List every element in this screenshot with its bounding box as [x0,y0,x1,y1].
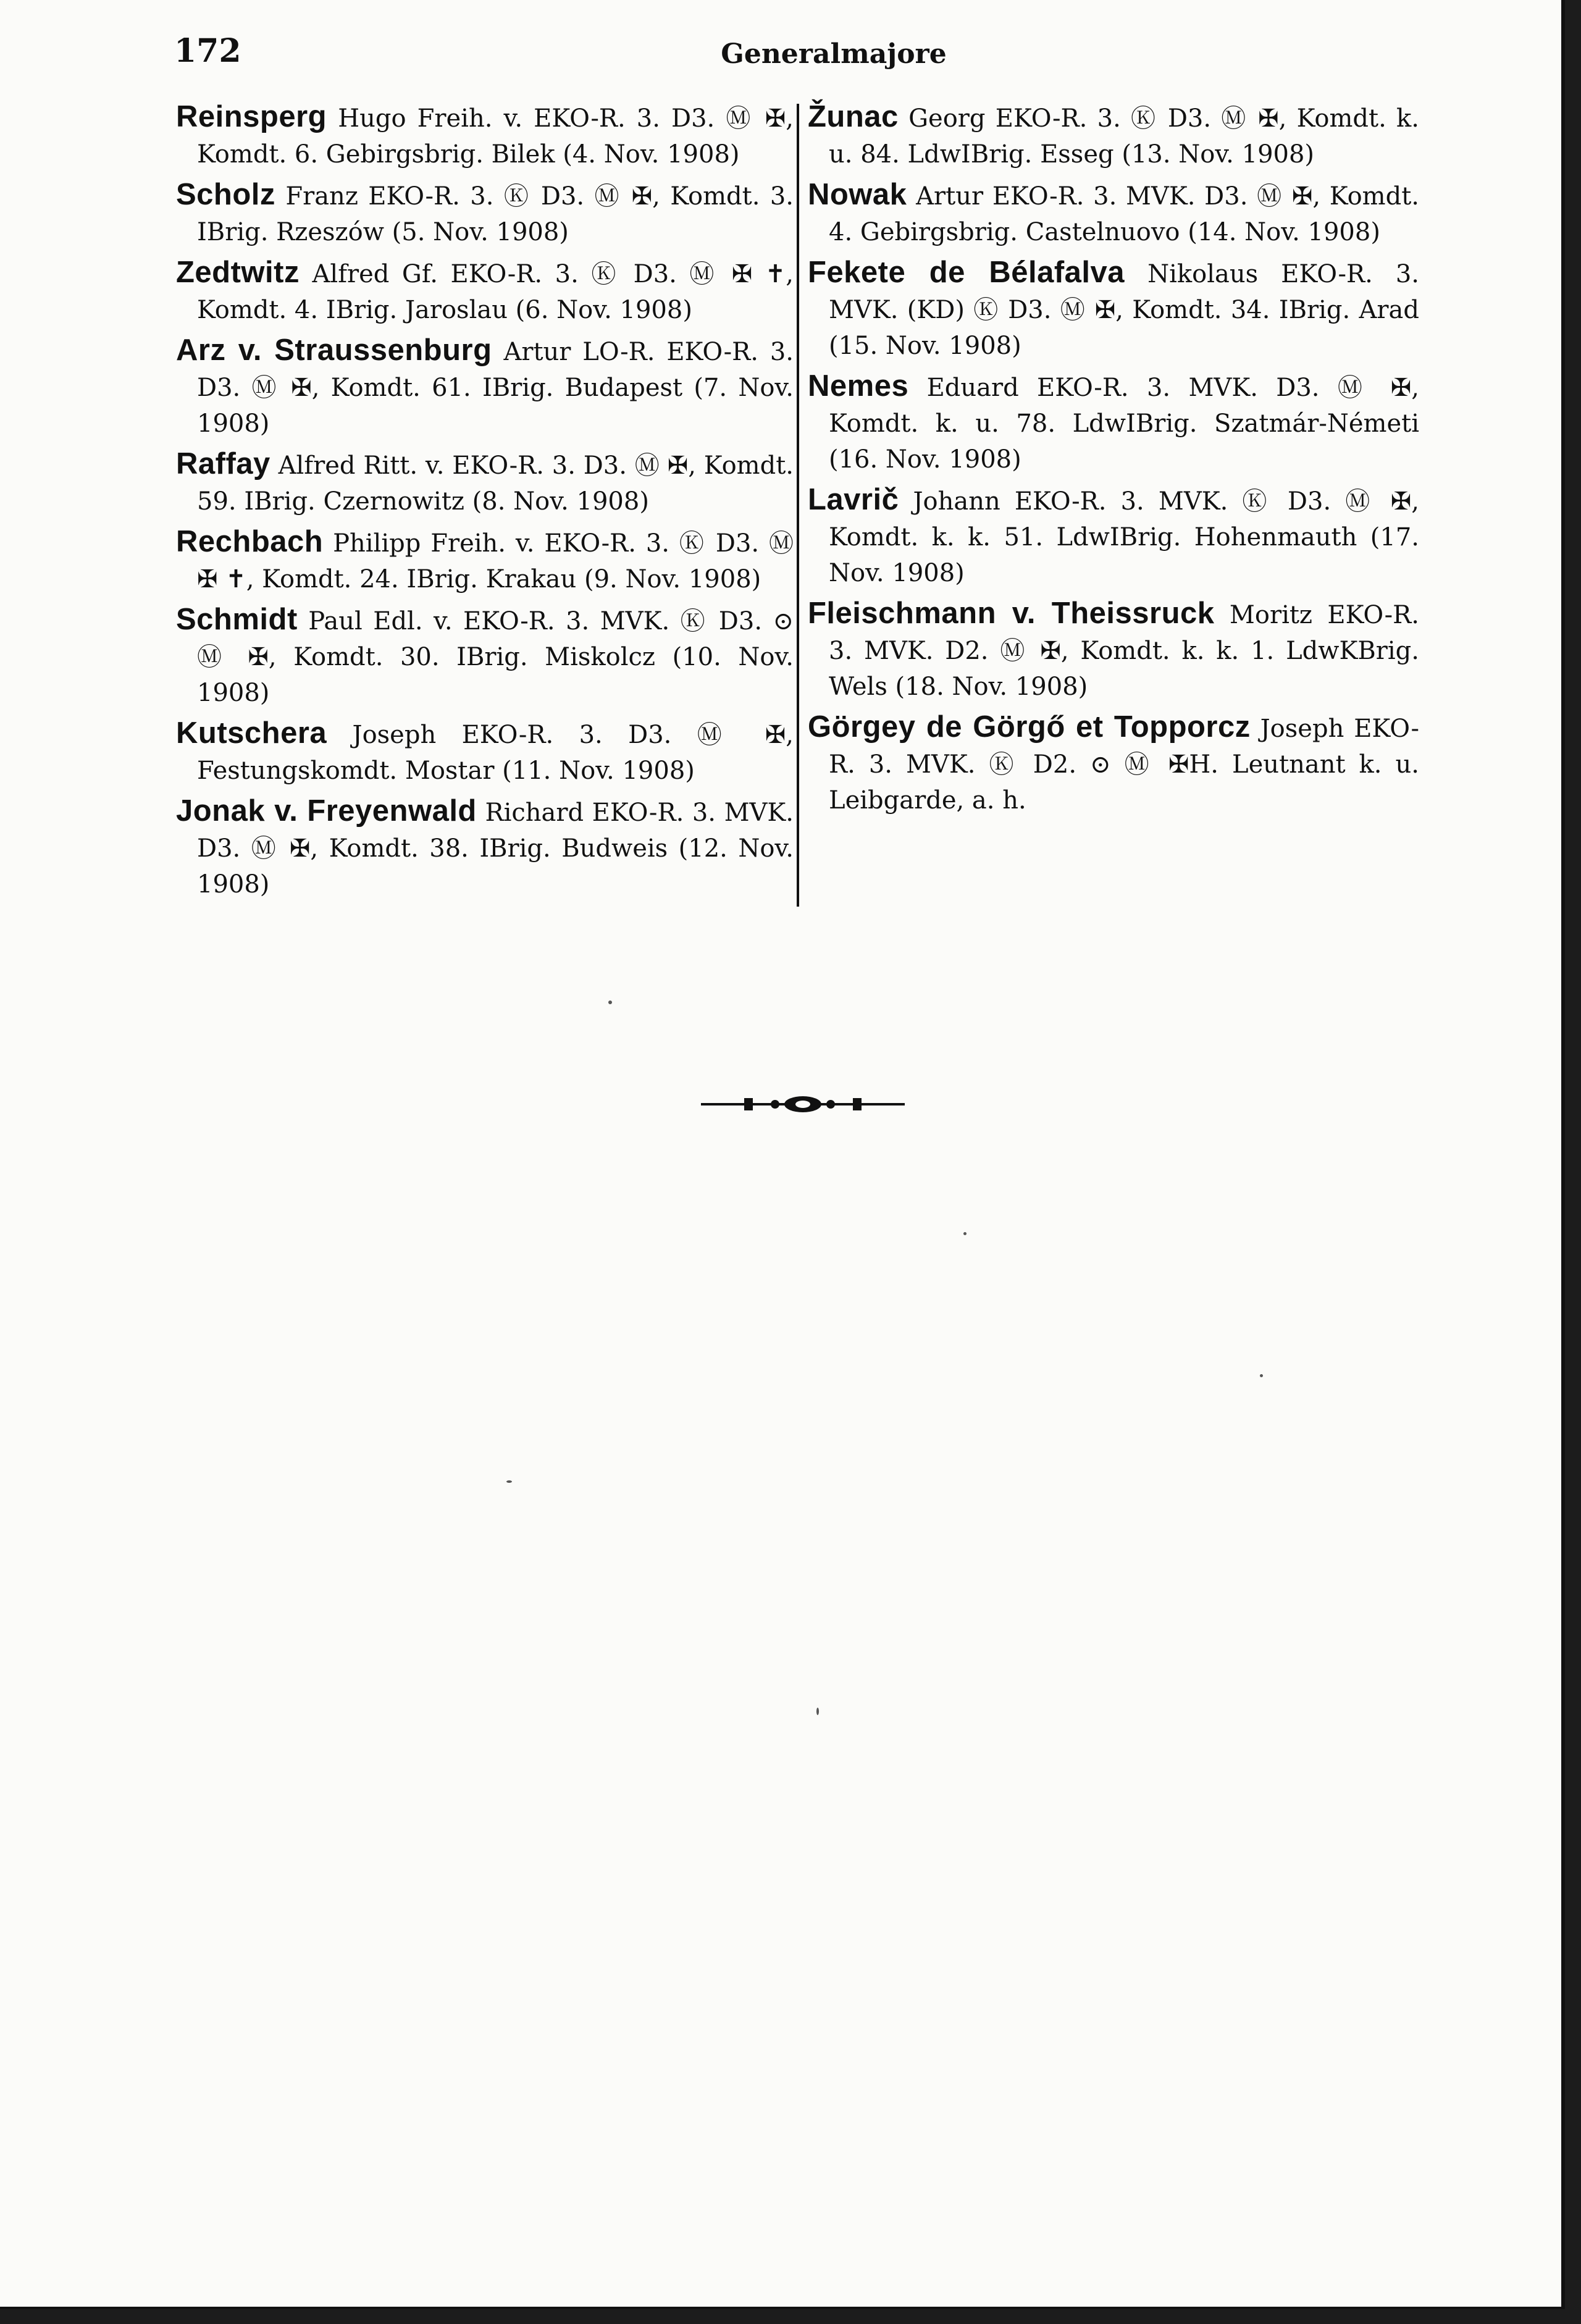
column-divider [797,104,799,907]
right-column [808,99,1419,823]
entry-name: Reinsperg [176,100,327,133]
entry-details: Eduard EKO-R. 3. MVK. D3. Ⓜ ✠, Komdt. k. u. 78. LdwIBrig. Szatmár-Németi (16. Nov. 1908) [829,374,1419,474]
list-item [176,524,794,597]
list-item [808,177,1419,250]
list-item [808,709,1419,818]
list-item [808,482,1419,591]
entry-details: Franz EKO-R. 3. Ⓚ D3. Ⓜ ✠, Komdt. 3. IBrig. Rzeszów (5. Nov. 1908) [197,182,794,246]
list-item [808,595,1419,705]
entry-name: Arz v. Straussenburg [176,333,492,367]
entry-name: Nemes [808,369,909,403]
end-ornament-icon [701,1093,905,1115]
entry-details: Philipp Freih. v. EKO-R. 3. Ⓚ D3. Ⓜ ✠ ✝, Komdt. 24. IBrig. Krakau (9. Nov. 1908) [197,529,794,594]
paper-speck [963,1232,967,1235]
entry-name: Jonak v. Freyenwald [176,794,477,828]
list-item [176,715,794,789]
list-item [808,368,1419,477]
entry-details: Artur EKO-R. 3. MVK. D3. Ⓜ ✠, Komdt. 4. Gebirgsbrig. Castelnuovo (14. Nov. 1908) [829,182,1419,246]
entry-details: Paul Edl. v. EKO-R. 3. MVK. Ⓚ D3. ⊙ Ⓜ ✠, Komdt. 30. IBrig. Miskolcz (10. Nov. 1908) [197,607,794,707]
entry-details: Richard EKO-R. 3. MVK. D3. Ⓜ ✠, Komdt. 38. IBrig. Budweis (12. Nov. 1908) [197,799,794,899]
list-item [176,793,794,902]
entry-details: Moritz EKO-R. 3. MVK. D2. Ⓜ ✠, Komdt. k. k. 1. LdwKBrig. Wels (18. Nov. 1908) [829,601,1419,701]
entry-name: Schmidt [176,603,298,636]
entry-name: Raffay [176,447,270,480]
paper-speck [608,1000,612,1004]
entry-details: Joseph EKO-R. 3. MVK. Ⓚ D2. ⊙ Ⓜ ✠H. Leutnant k. u. Leibgarde, a. h. [829,715,1419,815]
left-column [176,99,794,907]
entry-name: Nowak [808,178,907,211]
list-item [176,602,794,711]
list-item [808,99,1419,172]
list-item [176,99,794,172]
entry-details: Alfred Ritt. v. EKO-R. 3. D3. Ⓜ ✠, Komdt. 59. IBrig. Czernowitz (8. Nov. 1908) [197,451,794,516]
entry-name: Kutschera [176,716,327,750]
entry-name: Fekete de Bélafalva [808,256,1125,289]
entry-name: Görgey de Görgő et Topporcz [808,710,1251,744]
entry-details: Johann EKO-R. 3. MVK. Ⓚ D3. Ⓜ ✠, Komdt. k. k. 51. LdwIBrig. Hohenmauth (17. Nov. 1908) [829,487,1420,587]
list-item [176,254,794,328]
entry-details: Nikolaus EKO-R. 3. MVK. (KD) Ⓚ D3. Ⓜ ✠, Komdt. 34. IBrig. Arad (15. Nov. 1908) [829,260,1420,360]
entry-details: Joseph EKO-R. 3. D3. Ⓜ ✠, Festungskomdt. Mostar (11. Nov. 1908) [197,721,794,785]
list-item [176,332,794,442]
paper-speck [1260,1374,1263,1377]
entry-name: Lavrič [808,483,899,516]
entry-name: Rechbach [176,525,324,558]
paper-speck [816,1708,819,1715]
list-item [808,254,1419,364]
entry-details: Hugo Freih. v. EKO-R. 3. D3. Ⓜ ✠, Komdt. 6. Gebirgsbrig. Bilek (4. Nov. 1908) [197,104,794,169]
entry-name: Zedtwitz [176,256,300,289]
list-item [176,446,794,519]
entry-name: Scholz [176,178,275,211]
entry-details: Alfred Gf. EKO-R. 3. Ⓚ D3. Ⓜ ✠ ✝, Komdt. 4. IBrig. Jaroslau (6. Nov. 1908) [197,260,794,324]
entry-name: Žunac [808,100,899,133]
running-head: Generalmajore [721,38,947,70]
paper-speck [506,1480,512,1483]
page-number: 172 [174,32,241,70]
list-item [176,177,794,250]
entry-details: Georg EKO-R. 3. Ⓚ D3. Ⓜ ✠, Komdt. k. u. 84. LdwIBrig. Esseg (13. Nov. 1908) [829,104,1420,169]
entry-name: Fleischmann v. Theissruck [808,597,1215,630]
entry-details: Artur LO-R. EKO-R. 3. D3. Ⓜ ✠, Komdt. 61. IBrig. Budapest (7. Nov. 1908) [197,338,794,438]
